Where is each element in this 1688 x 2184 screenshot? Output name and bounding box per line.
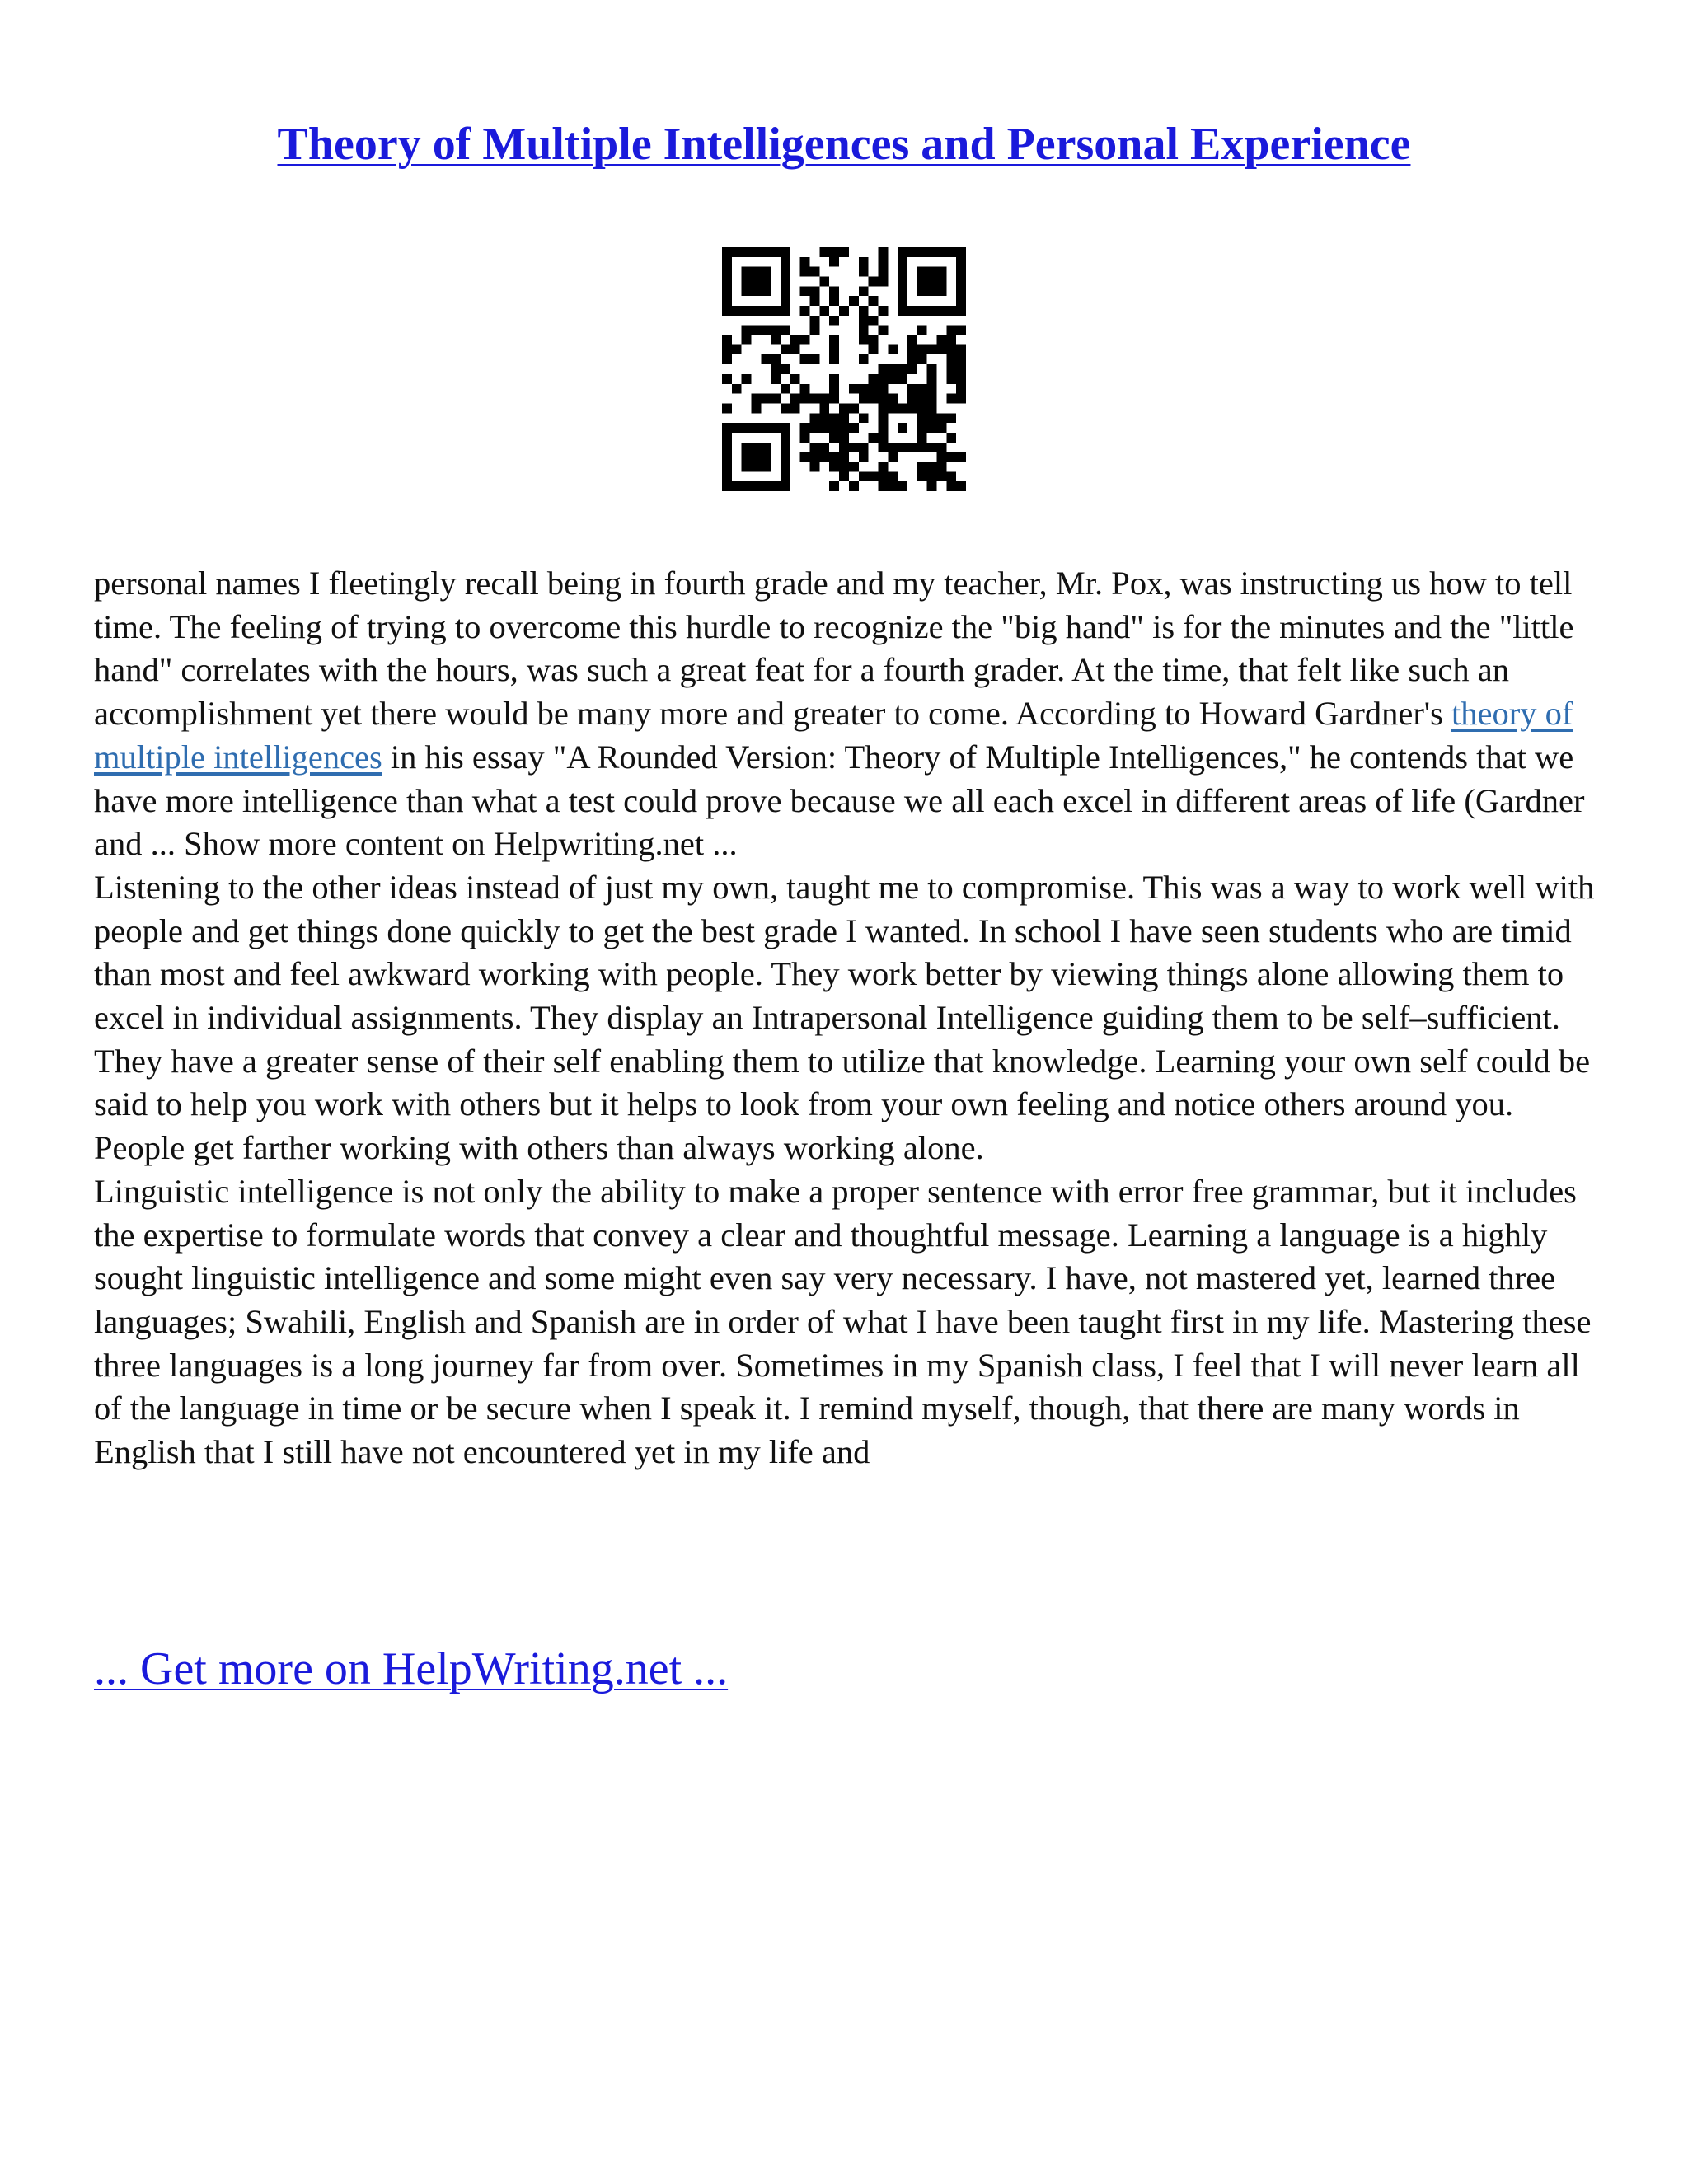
theory-link[interactable]: theory of multiple intelligences bbox=[94, 695, 1573, 776]
qr-code-icon bbox=[722, 247, 966, 491]
get-more-link-container bbox=[94, 1640, 728, 1698]
paragraph-2: Listening to the other ideas instead of just my own, taught me to compromise. This was a way to work well with people and get things done quickly to get the best grade I wanted. In school I have seen students who are timid than most and feel awkward working with people. They work better by viewing things alone allowing them to excel in individual assignments. They display an Intrapersonal Intelligence guiding them to be self–sufficient. They have a greater sense of their self enabling them to utilize that knowledge. Learning your own self could be said to help you work with others but it helps to look from your own feeling and notice others around you. People get farther working with others than always working alone. bbox=[94, 868, 1595, 1167]
paragraph-1-text-after-link: in his essay "A Rounded Version: Theory of Multiple Intelligences," he contends that we have more intelligence than what a test could prove because we all each excel in different areas of life (Gardner and ... Show more content on Helpwriting.net ... bbox=[94, 738, 1585, 863]
title-link[interactable]: Theory of Multiple Intelligences and Personal Experience bbox=[277, 119, 1411, 170]
paragraph-3: Linguistic intelligence is not only the ability to make a proper sentence with error free grammar, but it includes the expertise to formulate words that convey a clear and thoughtful message. Learning a language is a highly sought linguistic intelligence and some might even say very necessary. I have, not mastered yet, learned three languages; Swahili, English and Spanish are in order of what I have been taught first in my life. Mastering these three languages is a long journey far from over. Sometimes in my Spanish class, I feel that I will never learn all of the language in time or be secure when I speak it. I remind myself, though, that there are many words in English that I still have not encountered yet in my life and bbox=[94, 1172, 1592, 1471]
paragraph-1-text-before-link: personal names I fleetingly recall being in fourth grade and my teacher, Mr. Pox, was instructing us how to tell time. The feeling of trying to overcome this hurdle to recognize the "big hand" is for the minutes and the "little hand" correlates with the hours, was such a great feat for a fourth grader. At the time, that felt like such an accomplishment yet there would be many more and greater to come. According to Howard Gardner's bbox=[94, 565, 1574, 733]
page-title bbox=[0, 115, 1688, 173]
article-body bbox=[94, 562, 1602, 1474]
get-more-link[interactable]: ... Get more on HelpWriting.net ... bbox=[94, 1643, 729, 1694]
paragraph-1 bbox=[94, 562, 1602, 866]
